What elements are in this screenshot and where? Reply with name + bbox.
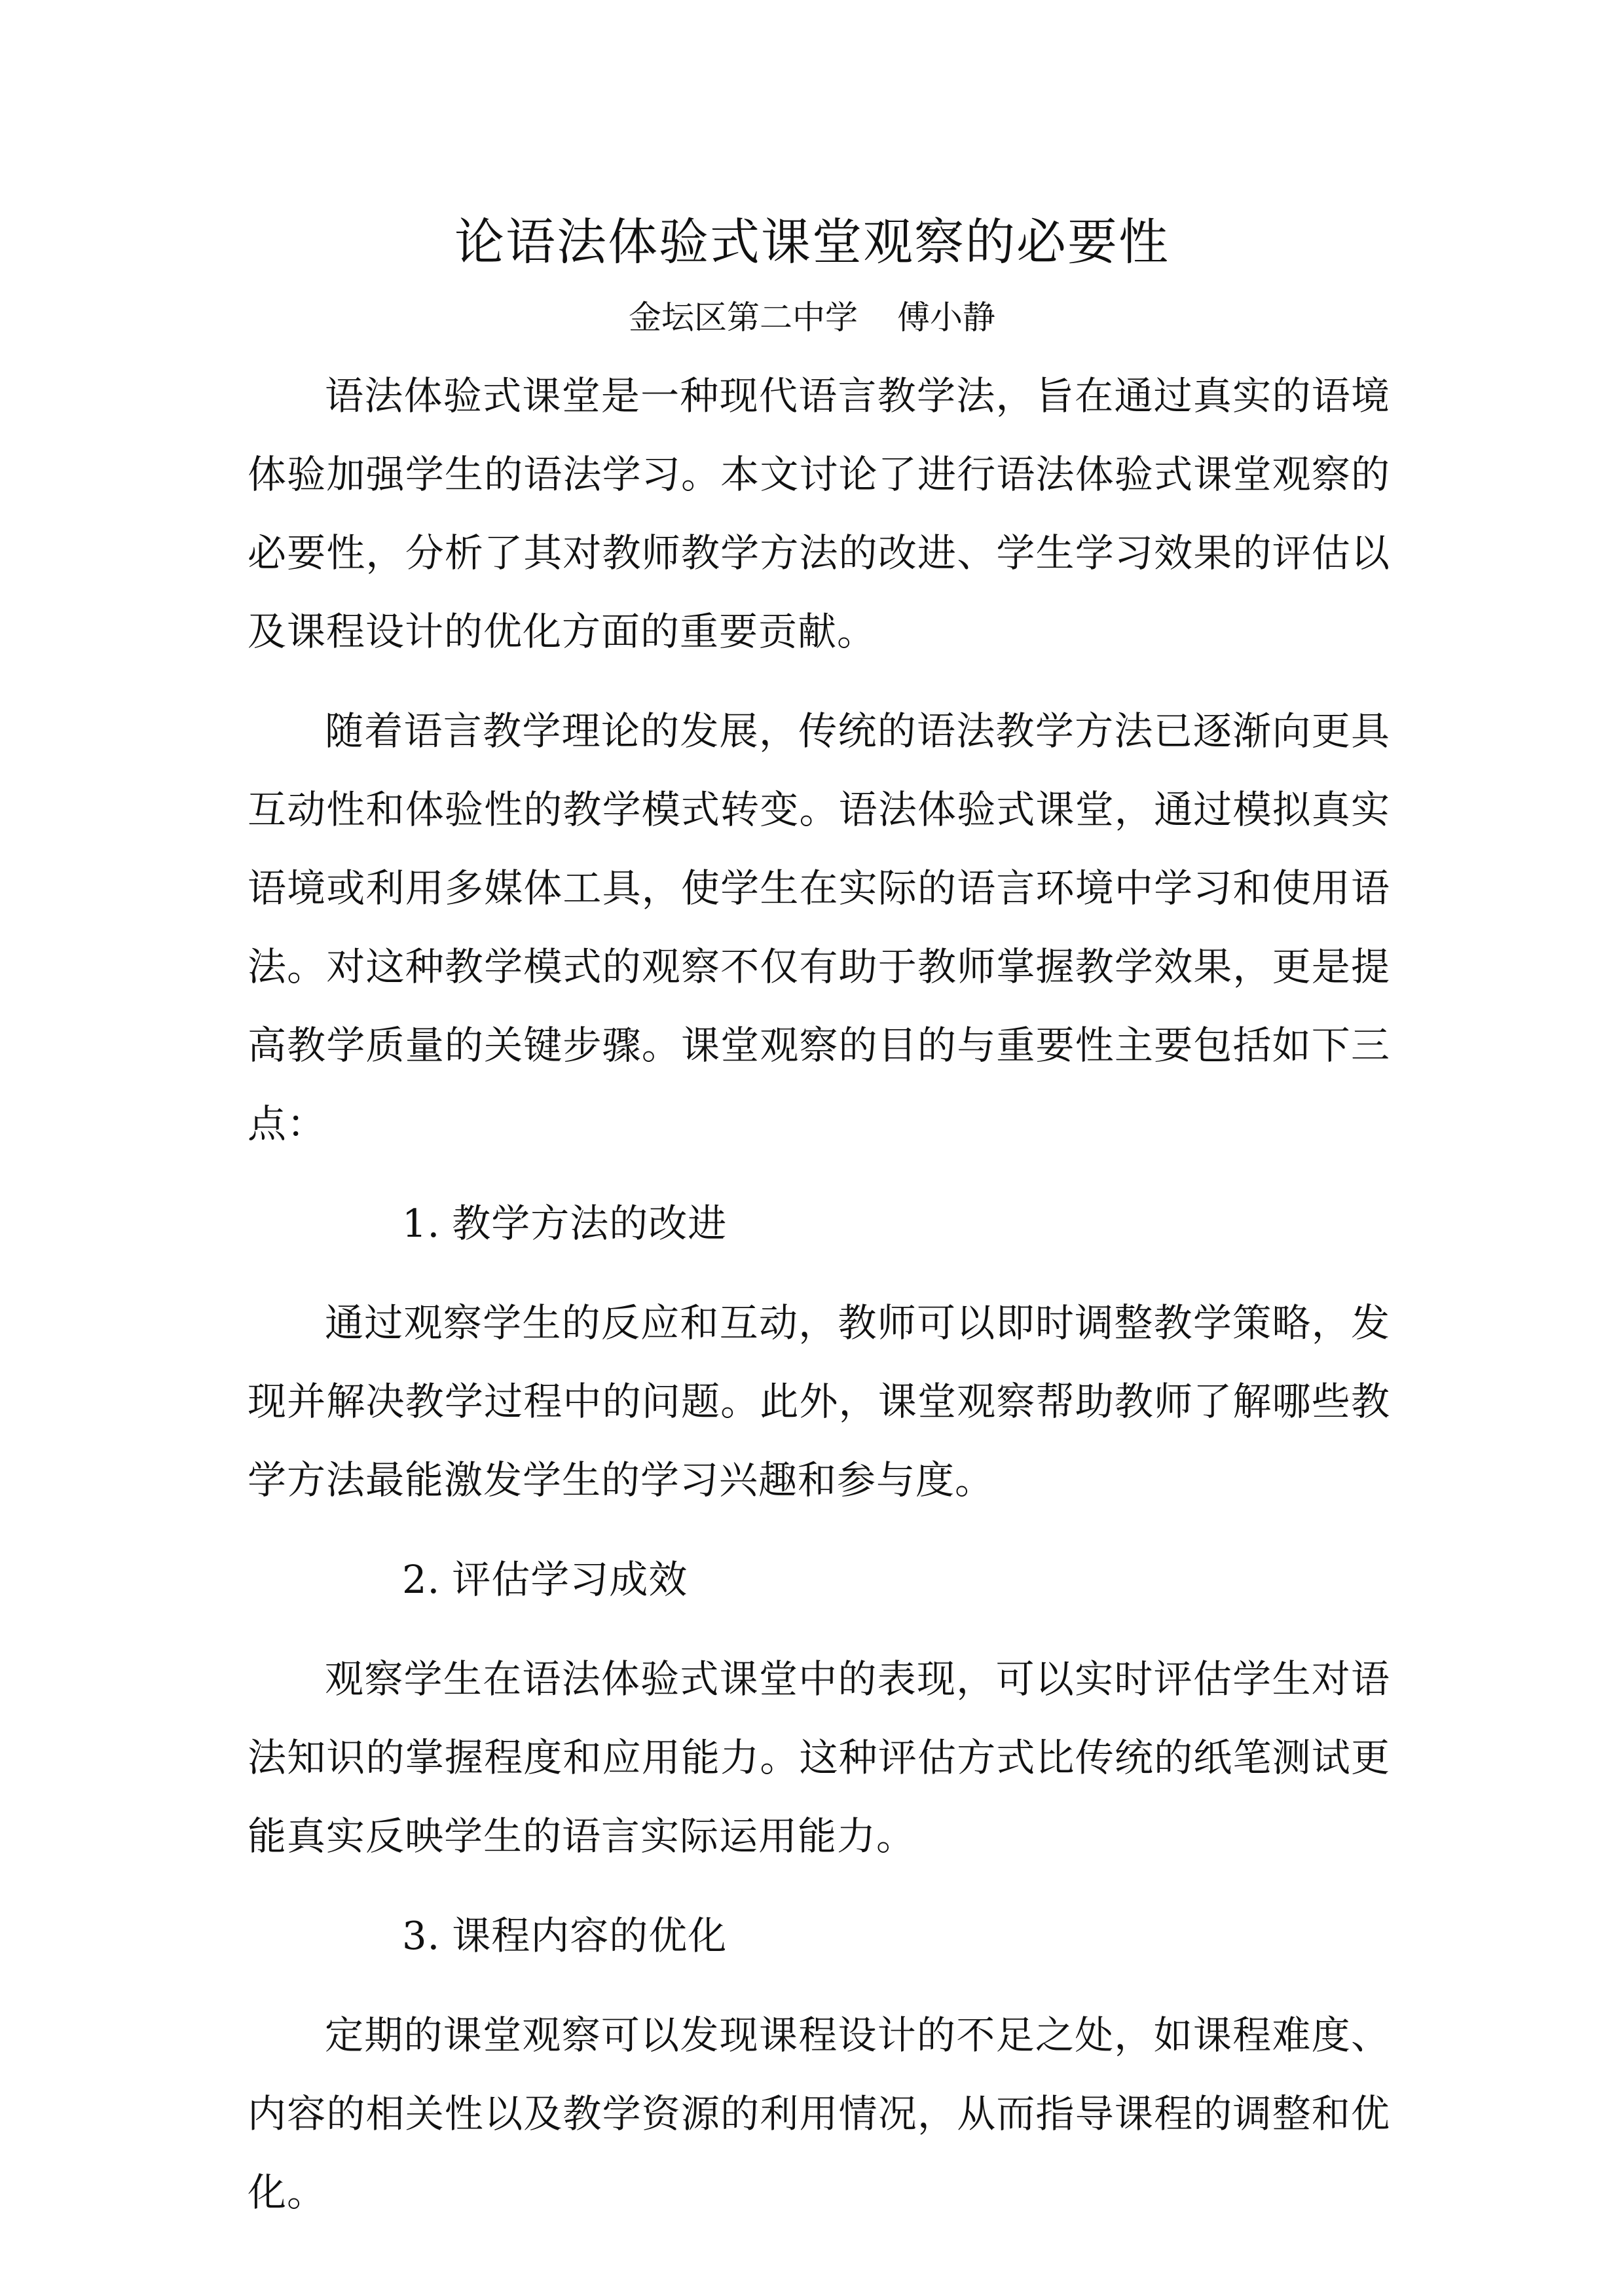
section-1-paragraph: 通过观察学生的反应和互动，教师可以即时调整教学策略，发现并解决教学过程中的问题。此外，课堂观察帮助教师了解哪些教学方法最能激发学生的学习兴趣和参与度。 [248,1300,1390,1503]
section-1-number: 1. [402,1201,441,1246]
section-3-paragraph: 定期的课堂观察可以发现课程设计的不足之处，如课程难度、内容的相关性以及教学资源的利用情况，从而指导课程的调整和优化。 [248,2013,1390,2215]
author-name: 傅小静 [897,299,995,337]
intro-paragraph: 随着语言教学理论的发展，传统的语法教学方法已逐渐向更具互动性和体验性的教学模式转变。语法体验式课堂，通过模拟真实语境或利用多媒体工具，使学生在实际的语言环境中学习和使用语法。对这种教学模式的观察不仅有助于教师掌握教学效果，更是提高教学质量的关键步骤。课堂观察的目的与重要性主要包括如下三点： [248,708,1390,1146]
section-3-heading [248,1897,1390,1975]
section-2-title: 评估学习成效 [452,1557,688,1602]
section-1-heading [248,1184,1390,1263]
section-3-number: 3. [402,1913,441,1958]
author-school: 金坛区第二中学 [629,299,858,337]
section-3-title: 课程内容的优化 [452,1913,728,1958]
section-2-number: 2. [402,1557,441,1602]
author-line [0,291,1624,344]
document-title: 论语法体验式课堂观察的必要性 [454,213,1170,271]
section-2-heading [248,1540,1390,1619]
section-1-title: 教学方法的改进 [452,1201,728,1246]
document-body [248,357,1390,2253]
abstract-paragraph: 语法体验式课堂是一种现代语言教学法，旨在通过真实的语境体验加强学生的语法学习。本文讨论了进行语法体验式课堂观察的必要性，分析了其对教师教学方法的改进、学生学习效果的评估以及课程设计的优化方面的重要贡献。 [248,373,1390,654]
section-2-paragraph: 观察学生在语法体验式课堂中的表现，可以实时评估学生对语法知识的掌握程度和应用能力。这种评估方式比传统的纸笔测试更能真实反映学生的语言实际运用能力。 [248,1656,1390,1859]
